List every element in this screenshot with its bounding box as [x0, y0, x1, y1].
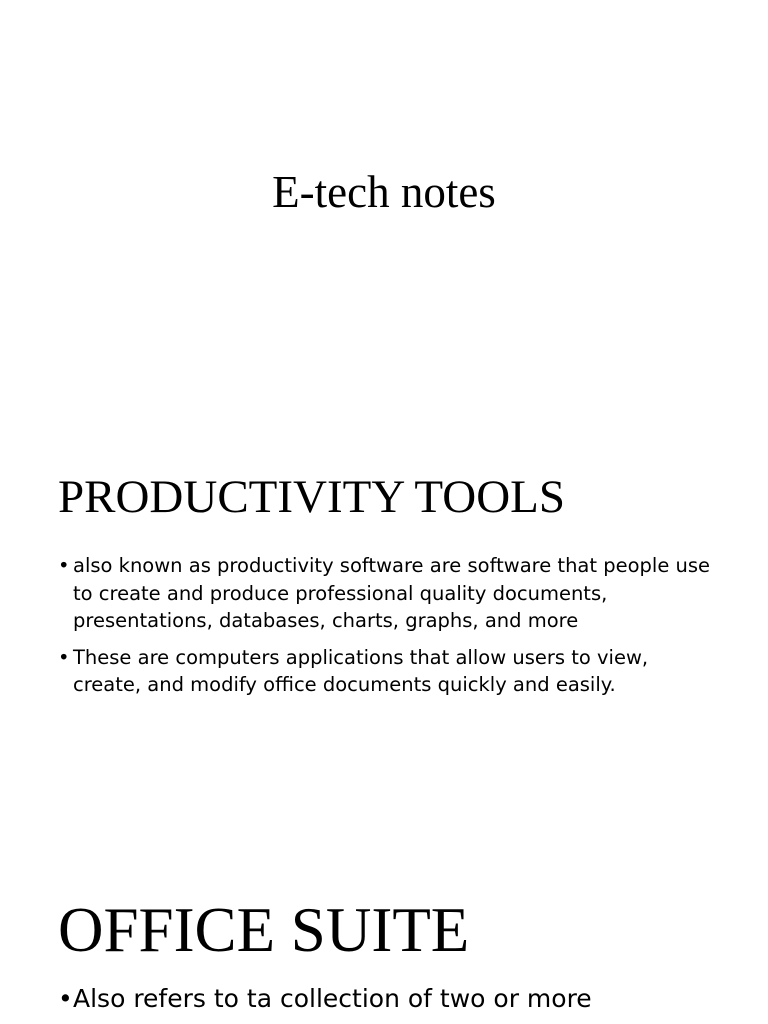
bullet-dot-icon: •: [58, 645, 70, 669]
bullet-text: These are computers applications that allow users to view, create, and modify office documents quickly and easily.: [73, 645, 649, 696]
bullet-text: also known as productivity software are software that people use to create and produce professional quality documents, presentations, databases, charts, graphs, and more: [73, 554, 711, 632]
bullet-dot-icon: •: [58, 554, 70, 577]
bullet-item: [58, 552, 718, 635]
bullet-dot-icon: •: [58, 984, 73, 1013]
slide-productivity-tools: [0, 290, 768, 866]
bullet-item: [58, 644, 718, 699]
cover-title: E-tech notes: [272, 167, 496, 217]
bullet-text: Also refers to ta collection of two or more: [73, 984, 592, 1013]
slide-office-suite: [0, 866, 768, 1024]
slide-cover: [0, 0, 768, 290]
bullet-list: [58, 552, 718, 708]
bullet-list: [58, 982, 718, 1024]
section-title: OFFICE SUITE: [58, 895, 470, 965]
bullet-item: [58, 982, 718, 1016]
section-title: PRODUCTIVITY TOOLS: [58, 471, 566, 523]
